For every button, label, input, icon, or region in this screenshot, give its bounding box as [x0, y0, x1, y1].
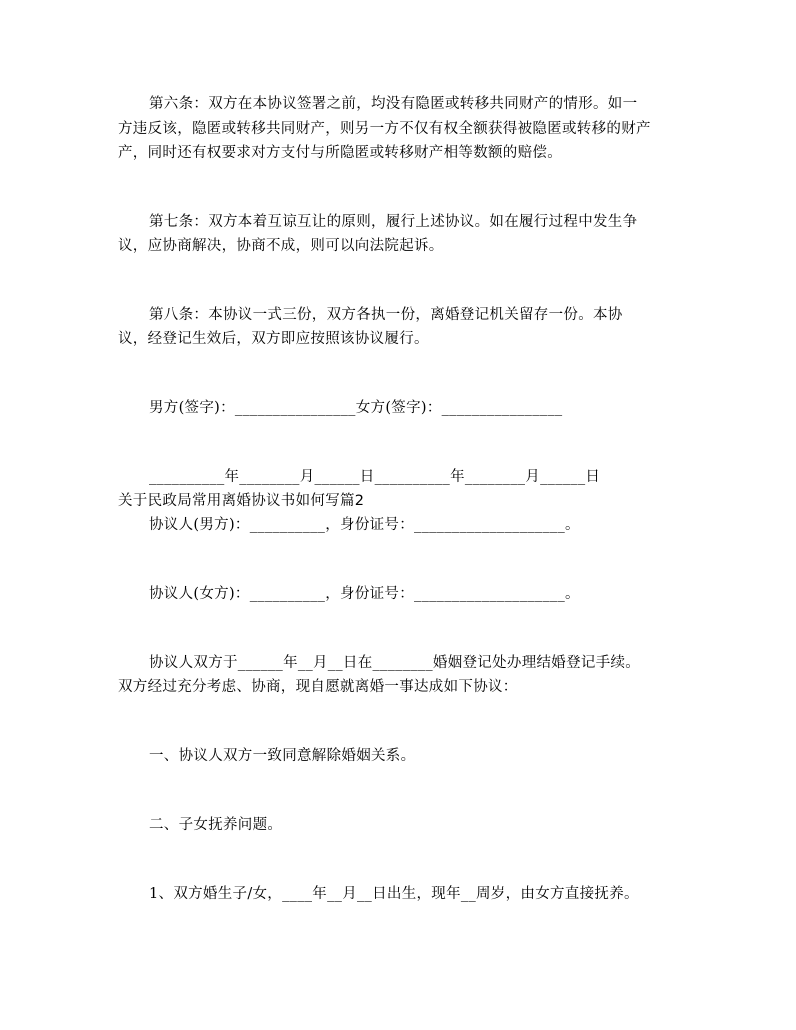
- clause-2: 二、子女抚养问题。: [149, 817, 283, 833]
- marriage-registration-line-2: 双方经过充分考虑、协商，现自愿就离婚一事达成如下协议：: [118, 679, 518, 695]
- article-6-line-3: 产，同时还有权要求对方支付与所隐匿或转移财产相等数额的赔偿。: [118, 145, 562, 161]
- party-male-line: 协议人(男方)：__________，身份证号：____________________。: [149, 517, 580, 533]
- clause-2-item-1: 1、双方婚生子/女，____年__月__日出生，现年__周岁，由女方直接抚养。: [149, 886, 639, 902]
- article-8-line-2: 议，经登记生效后，双方即应按照该协议履行。: [118, 331, 429, 347]
- party-female-line: 协议人(女方)：__________，身份证号：____________________。: [149, 586, 580, 602]
- marriage-registration-line-1: 协议人双方于______年__月__日在________婚姻登记处办理结婚登记手续。: [149, 655, 641, 671]
- date-line: __________年________月______日__________年________月______日: [149, 469, 601, 485]
- article-6-line-2: 方违反该，隐匿或转移共同财产，则另一方不仅有权全额获得被隐匿或转移的财产: [118, 121, 651, 137]
- clause-1: 一、协议人双方一致同意解除婚姻关系。: [149, 748, 416, 764]
- signature-line: 男方(签字)：________________女方(签字)：________________: [149, 400, 563, 416]
- article-8-line-1: 第八条：本协议一式三份，双方各执一份，离婚登记机关留存一份。本协: [149, 307, 623, 323]
- article-7-line-2: 议，应协商解决，协商不成，则可以向法院起诉。: [118, 238, 444, 254]
- article-7-line-1: 第七条：双方本着互谅互让的原则，履行上述协议。如在履行过程中发生争: [149, 214, 638, 230]
- section-title: 关于民政局常用离婚协议书如何写篇2: [118, 493, 365, 509]
- article-6-line-1: 第六条：双方在本协议签署之前，均没有隐匿或转移共同财产的情形。如一: [149, 96, 638, 112]
